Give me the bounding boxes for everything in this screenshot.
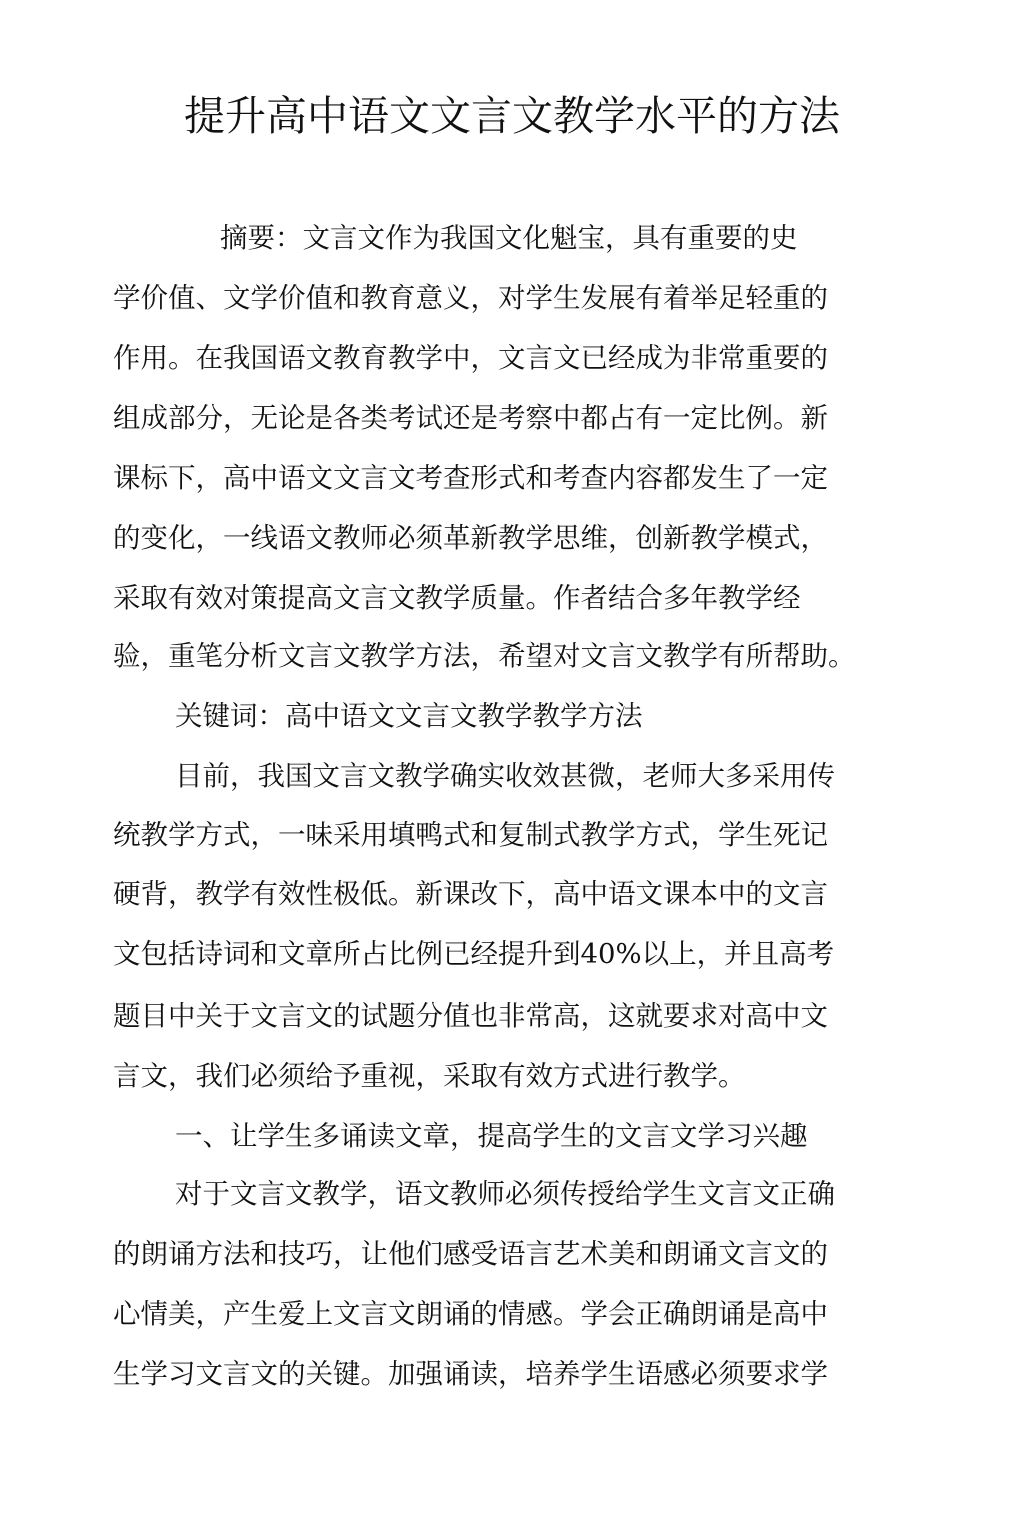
body-line: 文包括诗词和文章所占比例已经提升到40%以上，并且高考 [113, 938, 835, 970]
abstract-line: 组成部分，无论是各类考试还是考察中都占有一定比例。新 [113, 402, 828, 434]
body-line: 言文，我们必须给予重视，采取有效方式进行教学。 [113, 1060, 746, 1092]
abstract-line: 采取有效对策提高文言文教学质量。作者结合多年教学经 [113, 582, 801, 614]
body-line: 的朗诵方法和技巧，让他们感受语言艺术美和朗诵文言文的 [113, 1238, 828, 1270]
body-line: 生学习文言文的关键。加强诵读，培养学生语感必须要求学 [113, 1358, 828, 1390]
abstract-line: 课标下，高中语文文言文考查形式和考查内容都发生了一定 [113, 462, 828, 494]
keywords-line: 关键词：高中语文文言文教学教学方法 [175, 700, 643, 732]
abstract-line: 的变化，一线语文教师必须革新教学思维，创新教学模式， [113, 522, 828, 554]
abstract-line: 验，重笔分析文言文教学方法，希望对文言文教学有所帮助。 [113, 640, 856, 672]
document-title: 提升高中语文文言文教学水平的方法 [184, 92, 840, 140]
body-line: 心情美，产生爱上文言文朗诵的情感。学会正确朗诵是高中 [113, 1298, 828, 1330]
body-line: 硬背，教学有效性极低。新课改下，高中语文课本中的文言 [113, 878, 828, 910]
abstract-line: 作用。在我国语文教育教学中，文言文已经成为非常重要的 [113, 342, 828, 374]
body-line: 目前，我国文言文教学确实收效甚微，老师大多采用传 [175, 760, 835, 792]
abstract-line: 学价值、文学价值和教育意义，对学生发展有着举足轻重的 [113, 282, 828, 314]
body-line: 统教学方式，一味采用填鸭式和复制式教学方式，学生死记 [113, 819, 828, 851]
body-line: 题目中关于文言文的试题分值也非常高，这就要求对高中文 [113, 1000, 828, 1032]
body-line: 对于文言文教学，语文教师必须传授给学生文言文正确 [175, 1178, 835, 1210]
section-heading: 一、让学生多诵读文章，提高学生的文言文学习兴趣 [175, 1120, 808, 1152]
abstract-line: 摘要：文言文作为我国文化魁宝，具有重要的史 [220, 222, 798, 254]
